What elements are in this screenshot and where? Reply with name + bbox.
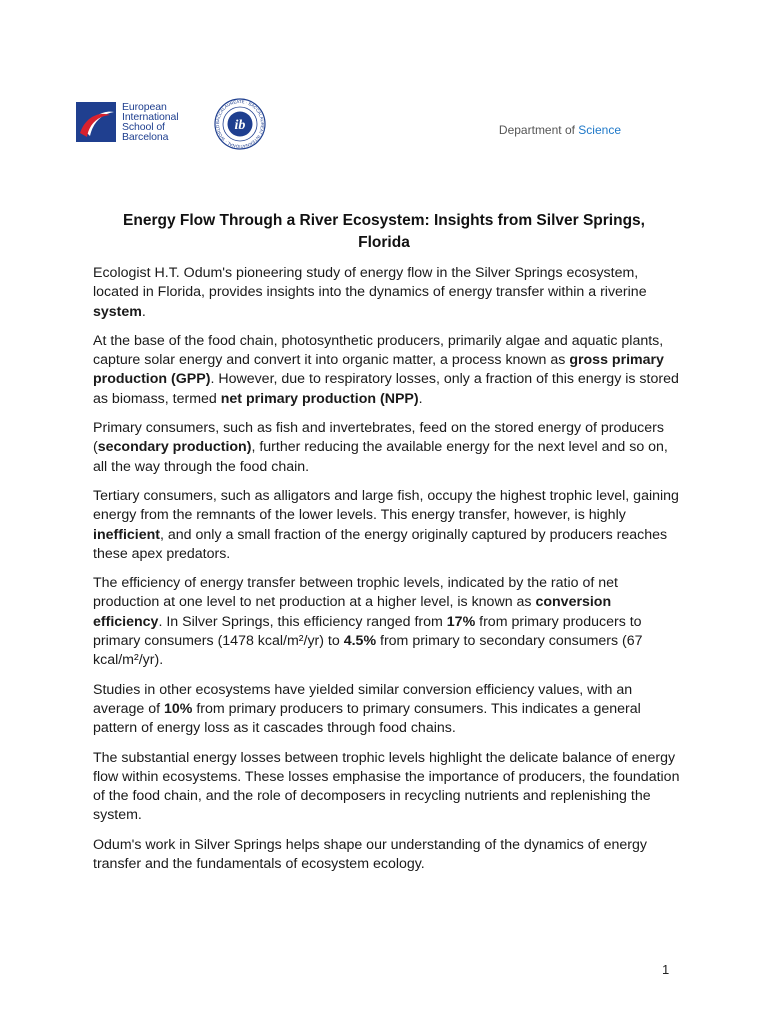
text-run: Odum's work in Silver Springs helps shape our understanding of the dynamics of energy transfer and the fundamentals of ecosystem ecology. (93, 836, 647, 873)
school-name-line: Barcelona (122, 131, 169, 143)
body-paragraph (93, 487, 683, 564)
text-run: . (418, 390, 423, 407)
body-paragraph (93, 749, 683, 826)
school-logo-icon (76, 102, 116, 142)
bold-term: secondary production) (97, 439, 252, 456)
text-run: . In Silver Springs, this efficiency ranged from (158, 613, 447, 630)
department-label (499, 123, 621, 137)
text-run: . (141, 303, 146, 320)
ib-letters: ib (234, 118, 246, 133)
text-run: Tertiary consumers, such as alligators and large fish, occupy the highest trophic level, gaining energy from the remnants of the lower levels. This energy transfer, however, is highly (93, 487, 679, 524)
bold-term: 4.5% (343, 633, 377, 650)
body-paragraph (93, 332, 683, 409)
school-name-line: International (122, 111, 179, 123)
school-name-line: School of (122, 121, 165, 133)
school-name (122, 102, 179, 142)
text-run: , and only a small fraction of the energy originally captured by producers reaches these apex predators. (93, 526, 668, 562)
page-header (76, 98, 626, 148)
school-logo (76, 102, 179, 142)
bold-term: net primary production (NPP) (220, 390, 419, 407)
text-run: . However, due to respiratory losses, only a fraction of this energy is stored as biomass, termed (93, 371, 679, 407)
text-run: Ecologist H.T. Odum's pioneering study of energy flow in the Silver Springs ecosystem, located in Florida, provides insights into the dynamics of energy transfer within a riverine (93, 265, 647, 301)
document-title: Energy Flow Through a River Ecosystem: Insights from Silver Springs, Florida (123, 212, 645, 251)
ib-ring-text: BACCALAUREATE · BACCALAURÉAT INTERNATIONAL · WORLD (214, 98, 266, 150)
text-run: The efficiency of energy transfer between trophic levels, indicated by the ratio of net production at one level to net production at a higher level, is known as (93, 575, 618, 611)
text-run: The substantial energy losses between trophic levels highlight the delicate balance of energy flow within ecosystems. These losses emphasise the importance of producers, the foundation of the food chain, and the role of decomposers in recycling nutrients and replenishing the system. (93, 749, 680, 824)
bold-term: gross primary production (GPP) (93, 352, 664, 388)
body-paragraph (93, 574, 683, 670)
page-number: 1 (662, 962, 670, 977)
bold-term: 17% (446, 613, 476, 630)
text-run: At the base of the food chain, photosynthetic producers, primarily algae and aquatic plants, capture solar energy and convert it into organic matter, a process known as (93, 332, 664, 369)
ib-world-school-logo-icon (214, 98, 266, 150)
document-body (93, 264, 683, 884)
body-paragraph (93, 264, 683, 322)
body-paragraph (93, 419, 683, 477)
body-paragraph (93, 836, 683, 875)
text-run: Primary consumers, such as fish and invertebrates, feed on the stored energy of producers ( (93, 420, 664, 456)
text-run: from primary to secondary consumers (67 kcal/m²/yr). (93, 633, 643, 669)
body-paragraph (93, 681, 683, 739)
bold-term: system (93, 303, 142, 320)
school-name-line: European (122, 101, 167, 113)
bold-term: conversion efficiency (93, 594, 612, 630)
text-run: Studies in other ecosystems have yielded similar conversion efficiency values, with an average of (93, 681, 633, 717)
bold-term: 10% (164, 700, 193, 717)
text-run: from primary producers to primary consumers (1478 kcal/m²/yr) to (93, 613, 642, 650)
department-subject: Science (578, 123, 621, 137)
department-prefix: Department of (498, 123, 579, 137)
bold-term: inefficient (93, 526, 161, 543)
text-run: from primary producers to primary consumers. This indicates a general pattern of energy loss as it cascades through food chains. (93, 700, 641, 737)
text-run: , further reducing the available energy for the next level and so on, all the way through the food chain. (93, 439, 668, 475)
